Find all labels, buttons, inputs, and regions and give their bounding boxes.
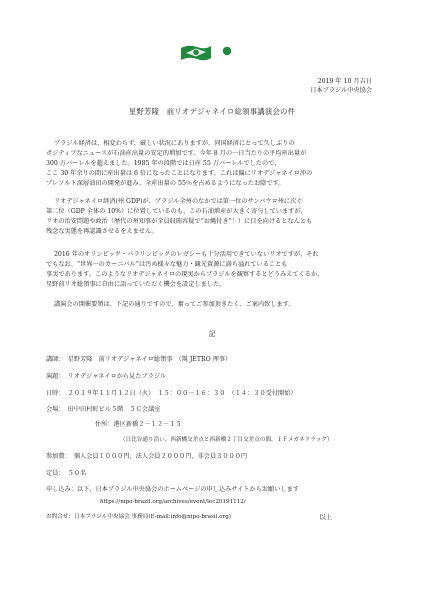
document-title: 星野芳隆 前リオデジャネイロ総領事講演会の件	[128, 107, 296, 116]
paragraph-1-line: プレソルト深層油田の開発が進み、全産出量の 55％を占めるようになったお陰です。	[46, 180, 285, 187]
detail-speaker: 講師： 星野芳隆 前リオデジャネイロ総領事 （現 JETRO 理事）	[46, 356, 232, 363]
closing-mark: 以上	[319, 513, 332, 521]
registration-link[interactable]: https://nipo-brazil.org/archives/event/lec20191112/	[100, 499, 246, 505]
green-circle-icon	[223, 47, 231, 55]
paragraph-3-line: 星野前リオ総領事に自由に語っていただく機会を設定しました。	[46, 281, 226, 288]
sender-organization: 日本ブラジル中央協会	[310, 87, 372, 94]
paragraph-2-line: リオデジャネイロ経済(州 GDP)が、ブラジル全州のなかでは第一位のサンパウロ州に次ぐ	[54, 198, 303, 205]
detail-contact: お問合せ：日本ブラジル中央協会 事務局(E-mail:info@nipo-brasil.org)	[46, 514, 231, 520]
paragraph-4: 講演会の開催要領は、下記の通りですので、奮ってご参加頂きたく、ご案内致します。	[54, 301, 295, 308]
detail-directions: （日比谷通り沿い、西新橋交差点と西新橋２丁目交差点の間、１Ｆメガネドラッグ）	[120, 437, 333, 443]
paragraph-1-line: ブラジル経済は、相変わらず、厳しい状況にありますが、同国経済にとって久しぶりの	[54, 140, 295, 147]
detail-capacity: 定員： ５０名	[46, 470, 87, 477]
detail-venue: 会場： 田中田村町ビル５階 ５Ｃ会議室	[46, 406, 161, 413]
paragraph-1-line: 300 万バーレルを超えました。1985 年の段階では日産 55 万バーレルでしたので、	[46, 160, 281, 167]
detail-apply: 申し込み：以下、日本ブラジル中央協会のホームページの申し込みサイトからお願いします	[46, 486, 299, 493]
detail-datetime: 日時： ２０１９年１１月１２日（火） １５：００－１６：３０ （１４：３０受付開始）	[46, 390, 297, 397]
detail-address: 住所：港区新橋２－１２－１５	[95, 421, 182, 428]
association-logo-icon	[178, 42, 238, 62]
detail-topic: 演題： リオデジャネイロから見たブラジル	[46, 373, 167, 380]
paragraph-3-line: でもなお、“世界一のカーニバル”は汚め様々な魅力・観光資源に満ち溢れていることも	[46, 261, 288, 268]
paragraph-2-line: リオの治安問題や政治（歴代の州知事が全員収賄容疑で“お縄付き”！）に目を向けるとなんとも	[46, 218, 313, 225]
issue-date: 2019 年 10 月吉日	[317, 78, 372, 85]
paragraph-1-line: ここ 30 年余りの間に産出量は 6 倍になったことになります。これは偏にリオデジャネイロ沖の	[46, 170, 313, 177]
paragraph-1-line: ポジティブなニュースが石油産出量の安定的増加です。今年 8 月の一日当たりの平均産出量が	[46, 150, 307, 157]
paragraph-2-line: 第二位（GDP 全体の 10%）に位置しているのも、この石油増産が大きく寄与していますが、	[46, 208, 307, 215]
paragraph-3-line: 事実であります。このようなリオデジャネイロの現実からブラジルを観察するとどうみえてくるか、	[46, 271, 324, 278]
brazil-flag-icon	[181, 46, 211, 61]
paragraph-2-line: 残念な実態を再認識させるをえません。	[46, 228, 158, 235]
ki-heading: 記	[208, 330, 216, 338]
paragraph-3-line: 2016 年のオリンピック・パラリンピックのレガシーも十分活用できていないリオですが、それ	[54, 251, 319, 258]
detail-fee: 参加費： 個人会員１０００円、法人会員２０００円、非会員３０００円	[46, 453, 248, 460]
